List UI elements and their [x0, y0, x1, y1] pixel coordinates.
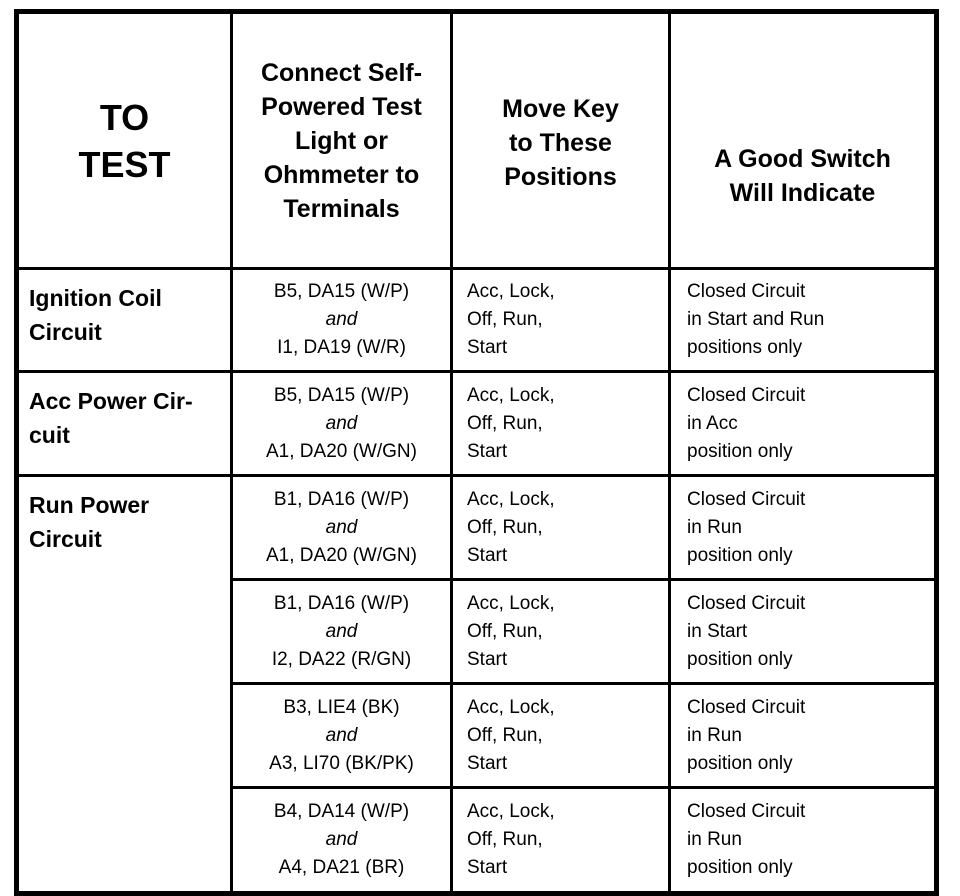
table-row	[17, 476, 937, 580]
key-positions: Acc, Lock, Off, Run, Start	[452, 580, 670, 684]
group-run-power-circuit: Run Power Circuit	[17, 476, 232, 894]
key-positions: Acc, Lock, Off, Run, Start	[452, 269, 670, 372]
connect-terminals: B5, DA15 (W/P) and A1, DA20 (W/GN)	[232, 372, 452, 476]
switch-result: Closed Circuit in Run position only	[670, 476, 937, 580]
connect-terminals: B4, DA14 (W/P) and A4, DA21 (BR)	[232, 788, 452, 894]
switch-result: Closed Circuit in Run position only	[670, 684, 937, 788]
header-row	[17, 12, 937, 269]
group-acc-power-circuit: Acc Power Cir- cuit	[17, 372, 232, 476]
switch-result: Closed Circuit in Start and Run positions only	[670, 269, 937, 372]
connect-terminals: B1, DA16 (W/P) and A1, DA20 (W/GN)	[232, 476, 452, 580]
connect-terminals: B3, LIE4 (BK) and A3, LI70 (BK/PK)	[232, 684, 452, 788]
group-ignition-coil-circuit: Ignition Coil Circuit	[17, 269, 232, 372]
header-to-test: TO TEST	[17, 12, 232, 269]
key-positions: Acc, Lock, Off, Run, Start	[452, 684, 670, 788]
switch-result: Closed Circuit in Acc position only	[670, 372, 937, 476]
table-row	[17, 269, 937, 372]
header-connect: Connect Self- Powered Test Light or Ohmmeter to Terminals	[232, 12, 452, 269]
key-positions: Acc, Lock, Off, Run, Start	[452, 372, 670, 476]
table-row	[17, 372, 937, 476]
key-positions: Acc, Lock, Off, Run, Start	[452, 476, 670, 580]
switch-result: Closed Circuit in Run position only	[670, 788, 937, 894]
switch-result: Closed Circuit in Start position only	[670, 580, 937, 684]
connect-terminals: B1, DA16 (W/P) and I2, DA22 (R/GN)	[232, 580, 452, 684]
header-move-key: Move Key to These Positions	[452, 12, 670, 269]
connect-terminals: B5, DA15 (W/P) and I1, DA19 (W/R)	[232, 269, 452, 372]
switch-test-table	[14, 9, 939, 896]
key-positions: Acc, Lock, Off, Run, Start	[452, 788, 670, 894]
header-good-switch: A Good Switch Will Indicate	[670, 12, 937, 269]
